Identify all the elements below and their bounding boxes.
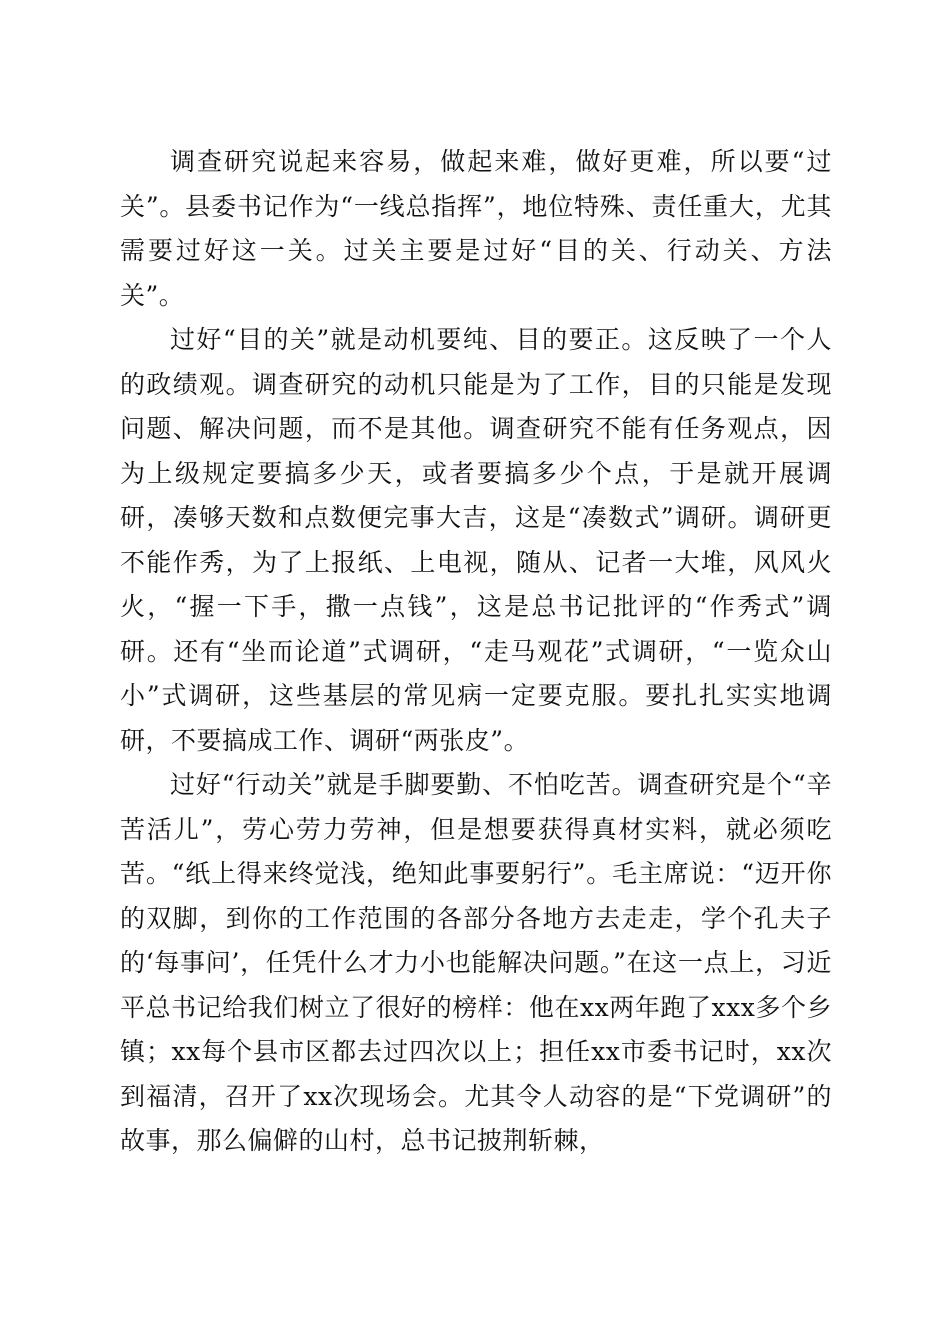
paragraph-action-gate: 过好“行动关”就是手脚要勤、不怕吃苦。调查研究是个“辛苦活儿”，劳心劳力劳神，但是想要获得真材实料，就必须吃苦。“纸上得来终觉浅，绝知此事要躬行”。毛主席说：“迈开你的双脚，到你的工作范围的各部分各地方去走走，学个孔夫子的‘每事问’，任凭什么才力小也能解决问题。”在这一点上，习近平总书记给我们树立了很好的榜样：他在xx两年跑了xxx多个乡镇；xx每个县市区都去过四次以上；担任xx市委书记时，xx次到福清，召开了xx次现场会。尤其令人动容的是“下党调研”的故事，那么偏僻的山村，总书记披荆斩棘， bbox=[120, 770, 832, 1155]
paragraph-intro: 调查研究说起来容易，做起来难，做好更难，所以要“过关”。县委书记作为“一线总指挥”，地位特殊、责任重大，尤其需要过好这一关。过关主要是过好“目的关、行动关、方法关”。 bbox=[120, 147, 832, 310]
document-body bbox=[120, 140, 832, 1164]
paragraph-purpose-gate: 过好“目的关”就是动机要纯、目的要正。这反映了一个人的政绩观。调查研究的动机只能是为了工作，目的只能是发现问题、解决问题，而不是其他。调查研究不能有任务观点，因为上级规定要搞多少天，或者要搞多少个点，于是就开展调研，凑够天数和点数便完事大吉，这是“凑数式”调研。调研更不能作秀，为了上报纸、上电视，随从、记者一大堆，风风火火，“握一下手，撒一点钱”，这是总书记批评的“作秀式”调研。还有“坐而论道”式调研，“走马观花”式调研，“一览众山小”式调研，这些基层的常见病一定要克服。要扎扎实实地调研，不要搞成工作、调研“两张皮”。 bbox=[120, 325, 832, 755]
